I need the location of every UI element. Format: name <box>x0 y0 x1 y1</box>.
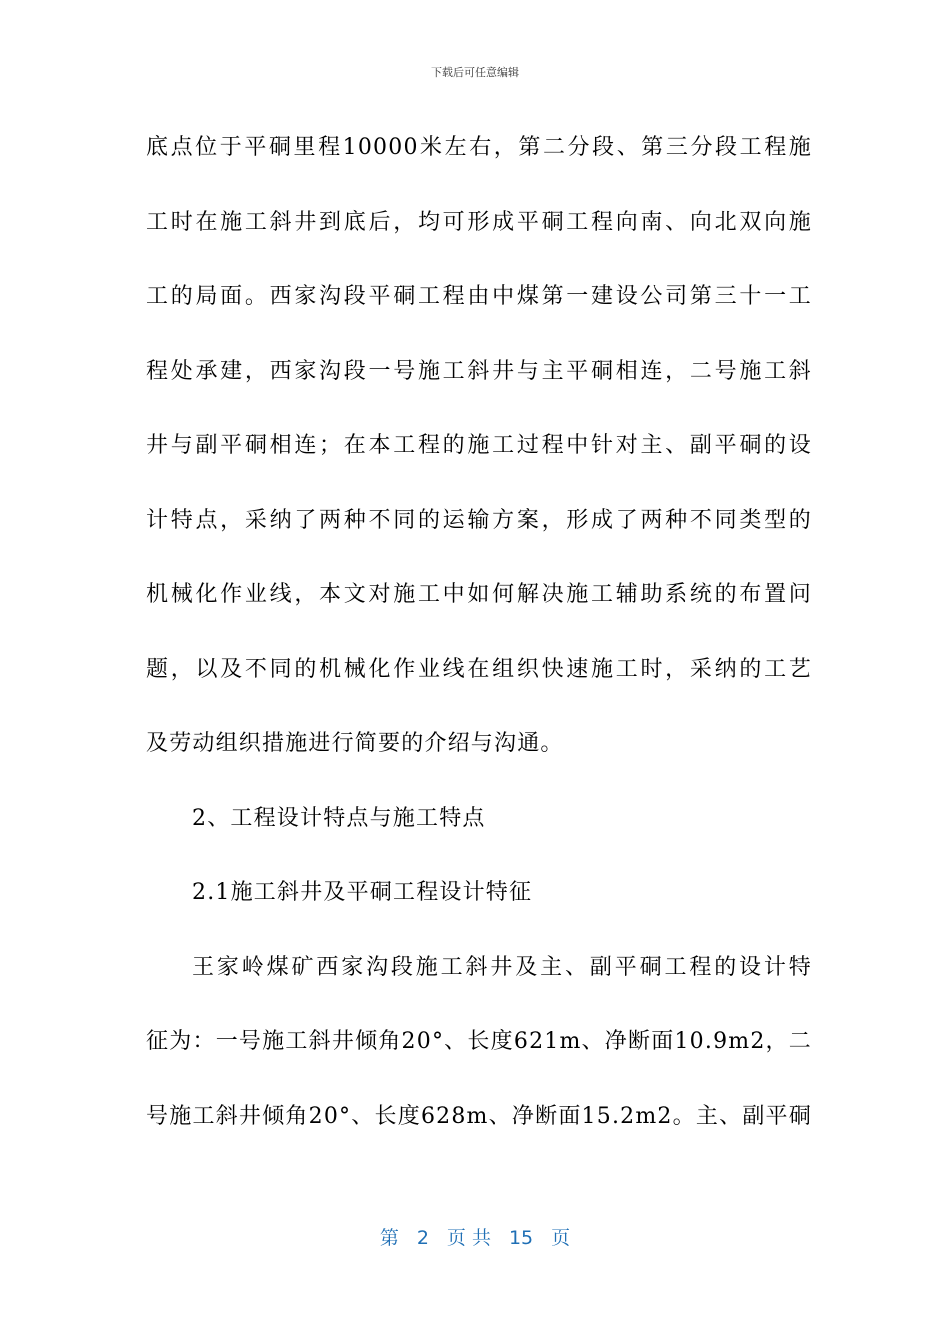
paragraph-line: 工的局面。西家沟段平硐工程由中煤第一建设公司第三十一工 <box>146 284 812 309</box>
paragraph-line: 号施工斜井倾角20°、长度628m、净断面15.2m2。主、副平硐 <box>146 1103 812 1129</box>
paragraph-line: 征为：一号施工斜井倾角20°、长度621m、净断面10.9m2，二 <box>146 1029 812 1054</box>
paragraph-line: 王家岭煤矿西家沟段施工斜井及主、副平硐工程的设计特 <box>192 954 812 980</box>
section-heading: 2、工程设计特点与施工特点 <box>192 805 486 831</box>
paragraph-line: 计特点，采纳了两种不同的运输方案，形成了两种不同类型的 <box>146 507 812 533</box>
footer-total-pages: 15 <box>508 1227 534 1249</box>
paragraph-line: 题，以及不同的机械化作业线在组织快速施工时，采纳的工艺 <box>146 656 812 682</box>
subsection-heading: 2.1施工斜井及平硐工程设计特征 <box>192 880 533 905</box>
footer-prefix: 第 <box>379 1227 399 1249</box>
page-footer <box>0 1226 950 1250</box>
body-text <box>146 128 812 1171</box>
paragraph-line: 底点位于平硐里程10000米左右，第二分段、第三分段工程施 <box>146 135 812 160</box>
footer-middle: 页 共 <box>446 1227 491 1249</box>
page-header: 下载后可任意编辑 <box>431 66 519 79</box>
footer-page-number: 2 <box>416 1227 429 1249</box>
paragraph-line: 程处承建，西家沟段一号施工斜井与主平硐相连，二号施工斜 <box>146 358 812 384</box>
paragraph-line: 及劳动组织措施进行简要的介绍与沟通。 <box>146 731 564 756</box>
paragraph-line: 井与副平硐相连；在本工程的施工过程中针对主、副平硐的设 <box>146 433 812 458</box>
paragraph-line: 工时在施工斜井到底后，均可形成平硐工程向南、向北双向施 <box>146 209 812 235</box>
paragraph-line: 机械化作业线，本文对施工中如何解决施工辅助系统的布置问 <box>146 582 812 607</box>
footer-suffix: 页 <box>551 1227 571 1249</box>
